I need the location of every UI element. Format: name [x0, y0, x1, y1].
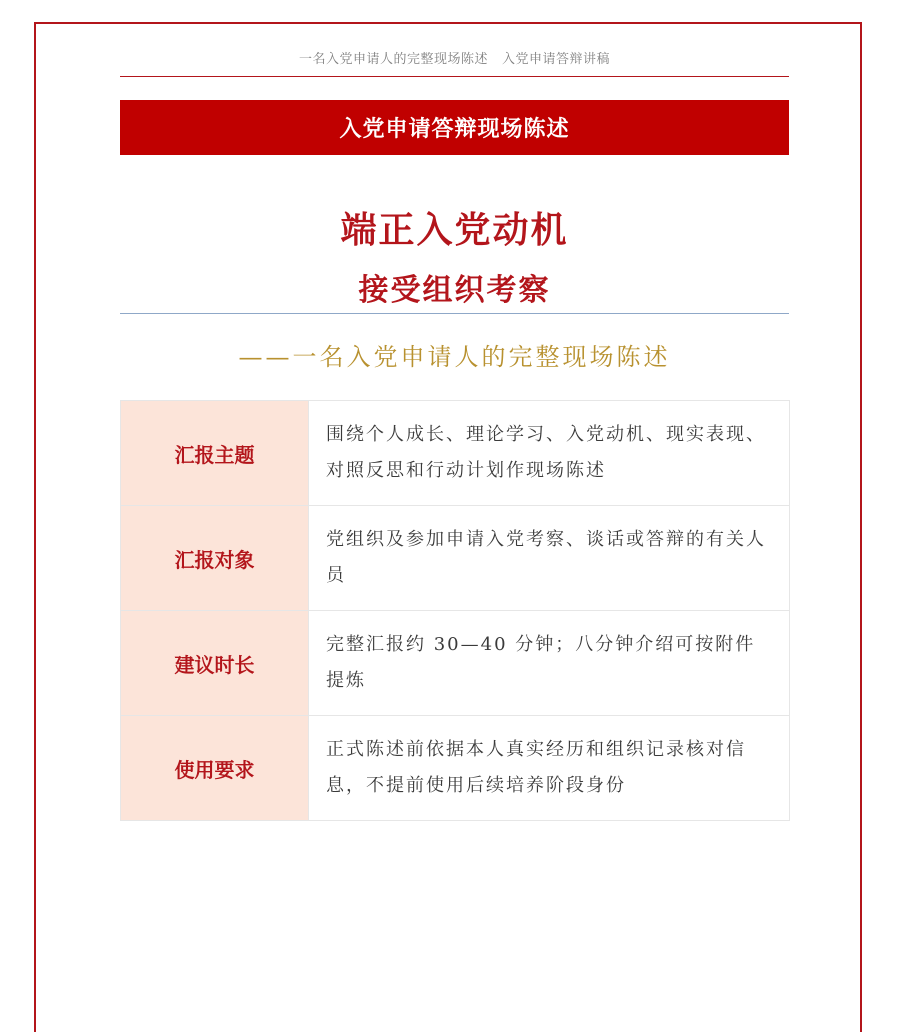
row-label: 汇报主题 [121, 401, 309, 506]
running-header-left: 一名入党申请人的完整现场陈述 [298, 52, 488, 67]
title-divider [120, 313, 789, 314]
table-row [121, 611, 790, 716]
running-header-right: 入党申请答辩讲稿 [502, 52, 611, 67]
row-label: 使用要求 [121, 716, 309, 821]
table-row [121, 716, 790, 821]
table-row [121, 506, 790, 611]
row-label: 建议时长 [121, 611, 309, 716]
section-banner [120, 100, 789, 155]
row-value: 完整汇报约 30—40 分钟；八分钟介绍可按附件提炼 [309, 611, 790, 716]
document-subtitle-line: 接受组织考察 [358, 273, 551, 308]
info-table [120, 400, 790, 821]
row-value: 正式陈述前依据本人真实经历和组织记录核对信息，不提前使用后续培养阶段身份 [309, 716, 790, 821]
document-title: 端正入党动机 [340, 210, 569, 251]
row-value: 党组织及参加申请入党考察、谈话或答辩的有关人员 [309, 506, 790, 611]
row-label: 汇报对象 [121, 506, 309, 611]
table-row [121, 401, 790, 506]
running-header [120, 48, 789, 67]
document-subtitle: ——一名入党申请人的完整现场陈述 [238, 343, 671, 371]
header-divider [120, 76, 789, 77]
banner-title: 入党申请答辩现场陈述 [339, 117, 570, 142]
row-value: 围绕个人成长、理论学习、入党动机、现实表现、对照反思和行动计划作现场陈述 [309, 401, 790, 506]
